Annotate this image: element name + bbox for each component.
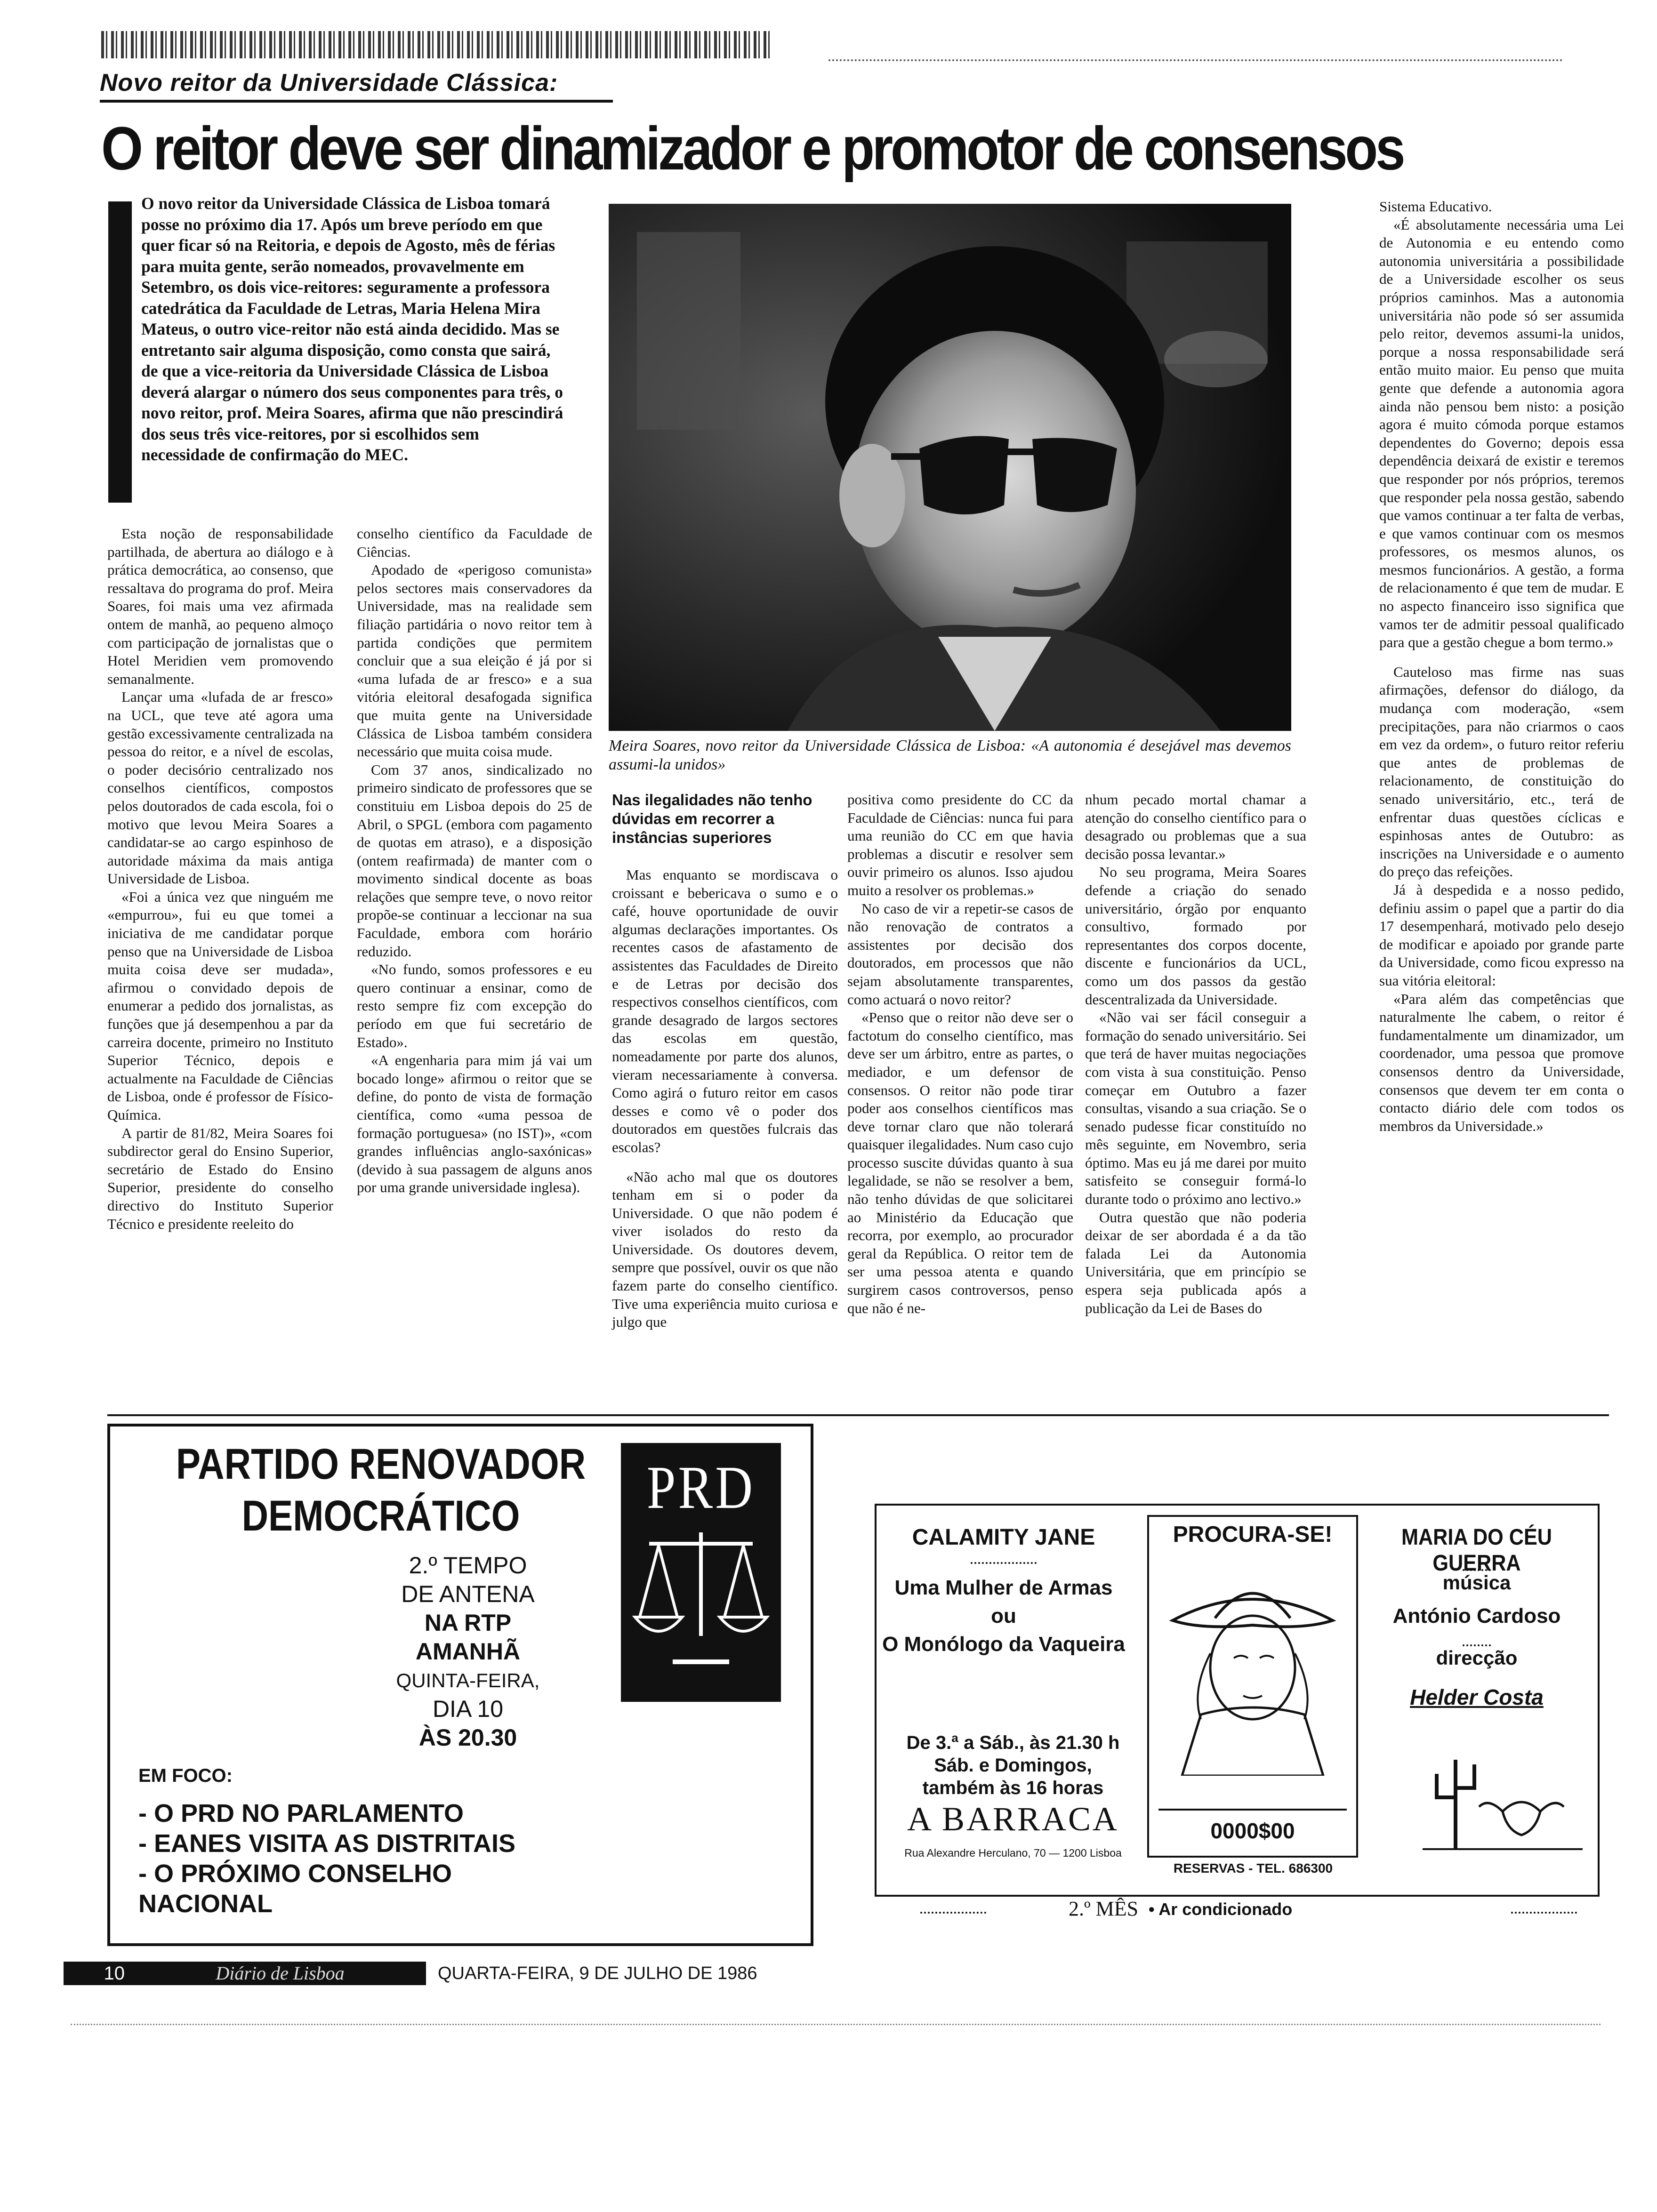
schedule-line: DIA 10 bbox=[432, 1696, 504, 1722]
headline: O reitor deve ser dinamizador e promotor de consensos bbox=[101, 114, 1403, 183]
paragraph: Esta noção de responsabilidade partilhada, de abertura ao diálogo e à prática democrática, ao consenso, que ressaltava do programa do prof. Meira Soares, foi mais uma vez afirmada ontem de manhã, ao pequeno almoço com participação de jornalistas que o Hotel Meridien vem promovendo semanalmente. bbox=[107, 525, 333, 687]
prd-advertisement bbox=[107, 1424, 813, 1946]
lead-bar bbox=[108, 201, 132, 503]
schedule-line: De 3.ª a Sáb., às 21.30 h bbox=[906, 1732, 1120, 1753]
paragraph: «Penso que o reitor não deve ser o factotum do conselho científico, mas deve ser um árbitro, entre as partes, o mediador, e um defensor de consensos. O reitor não pode tirar poder aos conselhos científicos mas deve tornar claro que não tolerará quaisquer ilegalidades. Num caso cujo processo suscite dúvidas quanto à sua legalidade, se não se resolver a bem, não tenho dúvidas de que solicitarei ao Ministério da Educação que recorra, por exemplo, ao procurador geral da República. O reitor tem de ser uma pessoa atenta e quando surgirem casos controversos, penso que não é ne- bbox=[847, 1009, 1073, 1316]
paragraph: No seu programa, Meira Soares defende a criação do senado universitário, órgão por enquanto consultivo, formado por representantes dos corpos docente, discente e funcionários da UCL, como um dos passos da gestão descentralizada da Universidade. bbox=[1085, 864, 1306, 1008]
focus-item: - O PRÓXIMO CONSELHO bbox=[138, 1859, 452, 1888]
paragraph: Cauteloso mas firme nas suas afirmações, defensor do diálogo, da mudança com moderação, «sem precipitações, para não criarmos o caos em vez da ordem», o futuro reitor referiu que antes de problemas de relacionamento, de constituição do senado universitário, etc., terá de enfrentar duas questões cíclicas e espinhosas antes de Outubro: as inscrições na Universidade e o aumento do preço das refeições. bbox=[1379, 663, 1624, 880]
month-label: 2.º MÊS bbox=[1069, 1897, 1139, 1920]
schedule-line: NA RTP bbox=[424, 1610, 512, 1636]
director-name: Helder Costa bbox=[1410, 1685, 1544, 1709]
kicker-underline bbox=[100, 100, 613, 103]
paragraph: Com 37 anos, sindicalizado no primeiro sindicato de professores que se constituiu em Lisboa depois do 25 de Abril, o SPGL (embora com pagamento de quotas em atraso), e a disposição (ontem reafirmada) de manter com o movimento sindical docente as boas relações que sempre teve, o novo reitor propõe-se continuar a leccionar na sua Faculdade, embora com horário reduzido. bbox=[357, 761, 592, 960]
subhead: Nas ilegalidades não tenho dúvidas em recorrer a instâncias superiores bbox=[612, 791, 812, 846]
paragraph: positiva como presidente do CC da Faculdade de Ciências: nunca fui para uma reunião do CC em que havia problemas a discutir e resolver sem ouvir primeiro os alunos. Isso ajudou muito a resolver os problemas.» bbox=[847, 791, 1073, 898]
ornament bbox=[1511, 1912, 1577, 1914]
ornament bbox=[971, 1557, 1037, 1564]
footer-date: QUARTA-FEIRA, 9 DE JULHO DE 1986 bbox=[438, 1964, 757, 1983]
paragraph: No caso de vir a repetir-se casos de não renovação de contratos a assistentes por decisão dos doutorados, em processos que não sejam absolutamente transparentes, como actuará o novo reitor? bbox=[847, 900, 1073, 1008]
footer-page-number: 10 bbox=[64, 1962, 134, 1985]
schedule bbox=[886, 1731, 1140, 1799]
musician-name: António Cardoso bbox=[1392, 1604, 1561, 1627]
lead-paragraph: O novo reitor da Universidade Clássica de Lisboa tomará posse no próximo dia 17. Após um breve período em que quer ficar só na Reitoria, e depois de Agosto, mês de férias para muita gente, serão nomeados, provavelmente em Setembro, os dois vice-reitores: seguramente a professora catedrática da Faculdade de Letras, Maria Helena Mira Mateus, o outro vice-reitor não está ainda decidido. Mas se entretanto sair alguma disposição, como consta que sairá, de que a vice-reitoria da Universidade Clássica de Lisboa deverá alargar o número dos seus componentes para três, o novo reitor, prof. Meira Soares, afirma que não prescindirá dos seus três vice-reitores, por si escolhidos sem necessidade de confirmação do MEC. bbox=[141, 194, 563, 464]
focus-item: NACIONAL bbox=[138, 1890, 273, 1918]
portrait-illustration bbox=[609, 204, 1291, 731]
paragraph: Mas enquanto se mordiscava o croissant e bebericava o sumo e o café, houve oportunidade de ouvir algumas declarações importantes. Os recentes casos de afastamento de assistentes das Faculdades de Direito e de Letras por decisão dos respectivos conselhos científicos, com grande desagrado de largos sectores das escolas em questão, nomeadamente por parte dos alunos, vieram necessariamente à conversa. Como agirá o futuro reitor em casos desses e como vê o poder dos doutorados em questões fulcrais das escolas? bbox=[612, 866, 838, 1155]
paragraph: Apodado de «perigoso comunista» pelos sectores mais conservadores da Universidade, mas na realidade sem filiação partidária o novo reitor tem à partida condições que permitem concluir que a sua eleição é já por si «uma lufada de ar fresco» e a sua vitória eleitoral desafogada significa que muita gente na Universidade Clássica de Lisboa também considera necessário que muita coisa mude. bbox=[357, 561, 592, 760]
article-bottom-rule bbox=[107, 1414, 1609, 1416]
ornament bbox=[1463, 1635, 1491, 1646]
paragraph: conselho científico da Faculdade de Ciências. bbox=[357, 525, 592, 560]
footer-dotted-rule bbox=[71, 2024, 1601, 2025]
ornament bbox=[920, 1912, 986, 1914]
ornament bbox=[1463, 1560, 1491, 1571]
schedule-line: também às 16 horas bbox=[922, 1778, 1104, 1798]
paragraph: A partir de 81/82, Meira Soares foi subdirector geral do Ensino Superior, secretário de Estado do Ensino Superior, presidente do conselho directivo do Instituto Superior Técnico e presidente reeleito do bbox=[107, 1124, 333, 1232]
ticket-price: 0000$00 bbox=[1210, 1819, 1295, 1843]
music-label: música bbox=[1442, 1571, 1511, 1594]
reservations: RESERVAS - TEL. 686300 bbox=[1173, 1861, 1333, 1875]
wanted-title: PROCURA-SE! bbox=[1173, 1522, 1333, 1547]
paragraph: «No fundo, somos professores e eu quero continuar a ensinar, como de resto sempre fiz com excepção do período em que fui secretário de Estado». bbox=[357, 961, 592, 1050]
footer-paper-name: Diário de Lisboa bbox=[134, 1962, 426, 1985]
paragraph: «A engenharia para mim já vai um bocado longe» afirmou o reitor que se define, do ponto de vista de formação científica, como «uma pessoa de formação portuguesa» (no IST)», «com grandes influências anglo-saxónicas» (devido à sua passagem de alguns anos por uma grande universidade inglesa). bbox=[357, 1052, 592, 1196]
prd-schedule bbox=[346, 1551, 590, 1752]
schedule-line: ÀS 20.30 bbox=[418, 1724, 517, 1751]
paragraph: Sistema Educativo. bbox=[1379, 198, 1492, 215]
paragraph: «Foi a única vez que ninguém me «empurrou», fui eu que tomei a iniciativa de me candidatar porque penso que na Universidade de Lisboa muita coisa deve ser mudada», afirmou o convidado depois de enumerar a pedido dos jornalistas, as funções que já desempenhou a par da carreira docente, primeiro no Instituto Superior Técnico, depois e actualmente na Faculdade de Ciências de Lisboa, onde é professor de Físico-Química. bbox=[107, 888, 333, 1123]
actress-name: MARIA DO CÉU GUERRA bbox=[1401, 1525, 1552, 1576]
schedule-line: DE ANTENA bbox=[401, 1581, 535, 1607]
subtitle-line: O Monólogo da Vaqueira bbox=[882, 1633, 1125, 1656]
theatre-address: Rua Alexandre Herculano, 70 — 1200 Lisboa bbox=[904, 1847, 1122, 1859]
schedule-line: 2.º TEMPO bbox=[409, 1552, 527, 1579]
paragraph: «Para além das competências que naturalmente lhe cabem, o reitor é fundamentalmente um dinamizador, um coordenador, uma pessoa que promove consensos dentro da Universidade, consensos que devem ter em conta o contacto diário dele com todos os membros da Universidade.» bbox=[1379, 990, 1624, 1134]
sun-line bbox=[1158, 1809, 1347, 1811]
article-column-5 bbox=[1085, 791, 1306, 1317]
focus-item: - EANES VISITA AS DISTRITAIS bbox=[138, 1829, 516, 1858]
play-title: CALAMITY JANE bbox=[912, 1525, 1095, 1550]
air-conditioning: • Ar condicionado bbox=[1149, 1899, 1293, 1919]
paragraph: nhum pecado mortal chamar a atenção do conselho científico para o desagrado ou problemas que a sua decisão possa levantar.» bbox=[1085, 791, 1306, 862]
prd-focus-label: EM FOCO: bbox=[138, 1765, 233, 1786]
paragraph: «Não vai ser fácil conseguir a formação do senado universitário. Sei que terá de haver muitas negociações com vista à sua constituição. Penso começar em Outubro a fazer consultas, visando a sua criação. Se o senado pudesse ficar constituído no mês seguinte, em Novembro, seria óptimo. Mas eu já me darei por muito satisfeito se conseguir formá-lo durante todo o próximo ano lectivo.» bbox=[1085, 1009, 1306, 1208]
subtitle-line: ou bbox=[991, 1604, 1016, 1627]
photo-caption: Meira Soares, novo reitor da Universidade Clássica de Lisboa: «A autonomia é desejável mas devemos assumi-la unidos» bbox=[609, 737, 1291, 773]
paragraph: Outra questão que não poderia deixar de ser abordada é a da tão falada Lei da Autonomia Universitária, que em princípio se espera seja publicada após a publicação da Lei de Bases do bbox=[1085, 1209, 1306, 1316]
play-subtitle bbox=[881, 1574, 1126, 1659]
article-column-6 bbox=[1379, 198, 1624, 1135]
kicker: Novo reitor da Universidade Clássica: bbox=[100, 69, 558, 96]
subtitle-line: Uma Mulher de Armas bbox=[894, 1576, 1113, 1599]
article-column-3 bbox=[612, 866, 838, 1331]
schedule-line: QUINTA-FEIRA, bbox=[396, 1669, 540, 1691]
prd-logo bbox=[621, 1443, 781, 1702]
cowgirl-drawing bbox=[1163, 1559, 1342, 1776]
cactus-bull-drawing bbox=[1423, 1731, 1583, 1854]
prd-logo-text: PRD bbox=[646, 1454, 756, 1522]
prd-title-line-1: PARTIDO RENOVADOR bbox=[176, 1440, 586, 1488]
scales-icon bbox=[621, 1532, 781, 1688]
portrait-photo bbox=[609, 204, 1291, 731]
wanted-poster bbox=[1147, 1515, 1358, 1858]
paragraph: Já à despedida e a nosso pedido, definiu assim o papel que a partir do dia 17 desempenhará, motivado pelo desejo de modificar e apoiado por grande parte da Universidade, como ficou expresso na sua vitória eleitoral: bbox=[1379, 881, 1624, 989]
paragraph: Lançar uma «lufada de ar fresco» na UCL, que teve até agora uma gestão excessivamente centralizada na pessoa do reitor, e a nível de escolas, o poder decisório centralizado nos conselhos científicos, compostos pelos doutorados de cada escola, foi o motivo que levou Meira Soares a candidatar-se ao cargo espinhoso de autoridade máxima da mais antiga Universidade de Lisboa. bbox=[107, 689, 333, 887]
article-column-4 bbox=[847, 791, 1073, 1317]
article-column-1 bbox=[107, 525, 333, 1233]
paragraph: «Não acho mal que os doutores tenham em si o poder da Universidade. O que não podem é viver isolados do resto da Universidade. Os doutores devem, sempre que possível, ouvir os que não fazem parte do conselho científico. Tive uma experiência muito curiosa e julgo que bbox=[612, 1168, 838, 1330]
theatre-name: A BARRACA bbox=[907, 1800, 1119, 1838]
schedule-line: AMANHÃ bbox=[415, 1638, 521, 1665]
barraca-advertisement bbox=[875, 1504, 1600, 1897]
direction-label: direcção bbox=[1436, 1647, 1518, 1669]
schedule-line: Sáb. e Domingos, bbox=[934, 1755, 1092, 1776]
paragraph: «É absolutamente necessária uma Lei de Autonomia e eu entendo como autonomia universitária a possibilidade de a Universidade escolher os seus próprios caminhos. Mas a autonomia universitária não pode só ser assumida pelo reitor, devemos assumi-la unidos, porque a nossa responsabilidade será então muito maior. Eu penso que muita gente que defende a autonomia agora ainda não pensou bem nisto: a posição agora é muito cómoda porque estamos dependentes do Governo; depois essa dependência deixará de existir e teremos que responder por nós próprios, teremos que responder pela nossa gestão, sabendo que vamos continuar a ter falta de verbas, e que vamos continuar com os mesmos professores, os mesmos alunos, os mesmos funcionários. A gestão, a forma de relacionamento é que tem de mudar. E no aspecto financeiro isso significa que vamos ter de admitir pessoal qualificado para que a gestão chegue a bom termo.» bbox=[1379, 216, 1624, 651]
prd-title-line-2: DEMOCRÁTICO bbox=[241, 1492, 520, 1540]
prd-focus-list bbox=[138, 1798, 609, 1919]
focus-item: - O PRD NO PARLAMENTO bbox=[138, 1799, 464, 1827]
article-column-2 bbox=[357, 525, 592, 1197]
masthead-noise bbox=[101, 31, 770, 58]
masthead-dotted-rule bbox=[828, 59, 1563, 61]
